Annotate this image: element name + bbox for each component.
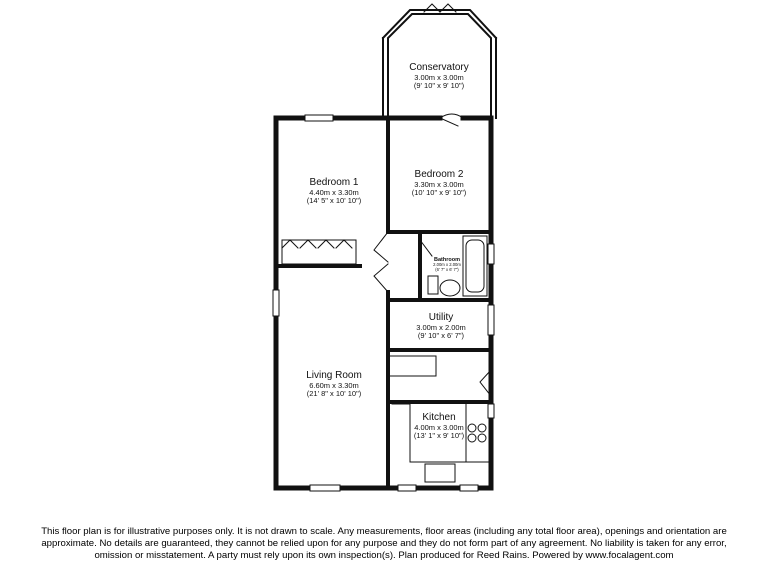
room-imperial: (6' 7" x 6' 7") [435,267,459,273]
room-name: Kitchen [422,412,456,423]
room-name: Utility [428,312,454,323]
room-imperial: (14' 5" x 10' 10") [306,196,362,206]
room-metric: 4.00m x 3.00m [414,422,464,432]
room-label-bedroom-1 [307,177,361,206]
room-label-living-room [306,370,362,399]
room-name: Bedroom 1 [309,177,359,188]
room-imperial: (9' 10" x 6' 7") [417,331,465,341]
room-metric: 4.40m x 3.30m [309,187,359,197]
wardrobe [282,240,356,264]
room-metric: 6.60m x 3.30m [309,380,359,390]
room-metric: 3.00m x 2.00m [416,322,466,332]
room-label-kitchen [414,412,464,441]
room-metric: 3.30m x 3.00m [414,179,464,189]
room-label-bathroom [433,257,461,273]
room-imperial: (9' 10" x 9' 10") [413,81,465,91]
room-name: Living Room [306,370,362,381]
room-label-utility [416,312,466,341]
room-metric: 3.00m x 3.00m [414,72,464,82]
disclaimer-text: This floor plan is for illustrative purposes only. It is not drawn to scale. Any measurements, floor areas (including any total floor area), openings and orientation are approximate. No details are guaranteed, they cannot be relied upon for any purpose and they do not form part of any agreement. No liability is taken for any error, omission or misstatement. A party must rely upon its own inspection(s). Plan produced for Reed Rains. Powered by www.focalagent.com [41,526,727,561]
room-name: Bathroom [434,257,460,263]
room-name: Conservatory [409,62,469,73]
room-imperial: (13' 1" x 9' 10") [413,431,465,441]
room-imperial: (21' 8" x 10' 10") [306,389,362,399]
room-name: Bedroom 2 [414,169,464,180]
room-imperial: (10' 10" x 9' 10") [411,188,467,198]
room-label-bedroom-2 [412,169,466,198]
room-label-conservatory [409,62,468,91]
room-metric: 2.00m x 2.00m [433,262,461,268]
